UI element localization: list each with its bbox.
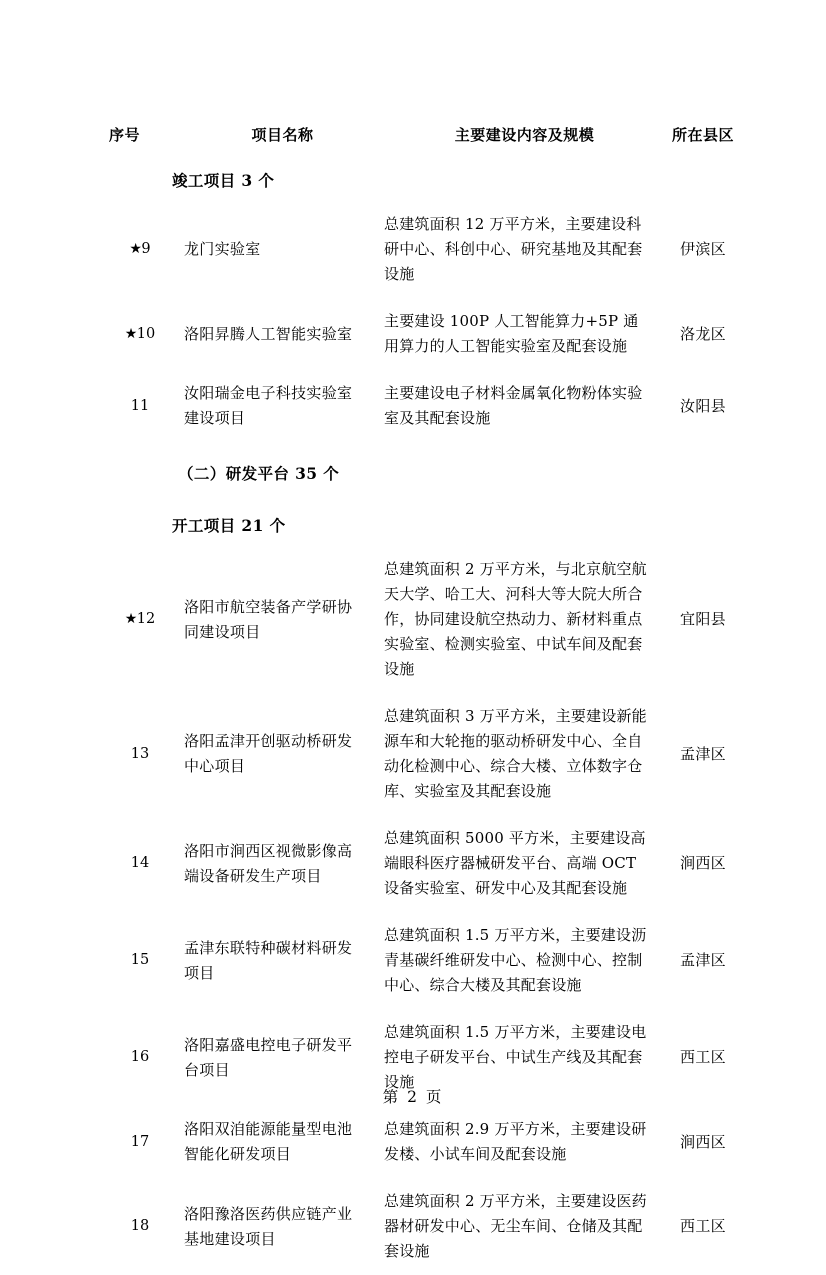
column-header-name: 项目名称 bbox=[251, 126, 314, 144]
table-header-row bbox=[100, 124, 740, 149]
section-heading-completed bbox=[100, 149, 740, 201]
row-content: 总建筑面积 2.9 万平方米，主要建设研发楼、小试车间及配套设施 bbox=[384, 1120, 647, 1163]
row-content: 总建筑面积 3 万平方米，主要建设新能源车和大轮拖的驱动桥研发中心、全自动化检测中心、综合大楼、立体数字仓库、实验室及其配套设施 bbox=[384, 707, 647, 800]
section-heading-category-two bbox=[100, 442, 740, 494]
row-project-name: 洛阳嘉盛电控电子研发平台项目 bbox=[184, 1035, 353, 1079]
table-row bbox=[100, 1178, 740, 1275]
row-content: 主要建设电子材料金属氧化物粉体实验室及其配套设施 bbox=[384, 384, 643, 427]
row-sequence bbox=[100, 298, 182, 370]
table-row bbox=[100, 298, 740, 370]
column-header-content: 主要建设内容及规模 bbox=[454, 126, 595, 144]
row-project-name: 洛阳市航空装备产学研协同建设项目 bbox=[184, 597, 353, 641]
section-heading-started bbox=[100, 494, 740, 546]
row-region: 宜阳县 bbox=[680, 610, 726, 628]
row-sequence-number: 10 bbox=[136, 325, 156, 342]
star-icon: ★ bbox=[124, 611, 137, 627]
row-region: 洛龙区 bbox=[680, 324, 726, 343]
table-row bbox=[100, 1106, 740, 1178]
section-heading-category-two-label: （二）研发平台 35 个 bbox=[178, 464, 340, 483]
row-project-name: 洛阳孟津开创驱动桥研发中心项目 bbox=[184, 732, 353, 775]
row-content: 总建筑面积 2 万平方米，与北京航空航天大学、哈工大、河科大等大院大所合作，协同建设航空热动力、新材料重点实验室、检测实验室、中试车间及配套设施 bbox=[384, 560, 647, 678]
row-sequence bbox=[100, 912, 182, 1009]
column-header-sequence: 序号 bbox=[109, 126, 141, 144]
table-row bbox=[100, 693, 740, 815]
section-heading-started-label: 开工项目 21 个 bbox=[172, 516, 286, 535]
row-project-name: 洛阳市涧西区视微影像高端设备研发生产项目 bbox=[184, 841, 353, 885]
row-sequence-number: 14 bbox=[130, 855, 150, 871]
row-project-name: 洛阳昇腾人工智能实验室 bbox=[184, 324, 353, 343]
row-sequence bbox=[100, 693, 182, 815]
row-sequence bbox=[100, 1106, 182, 1178]
page-footer: 第 2 页 bbox=[382, 1088, 444, 1106]
column-header-region: 所在县区 bbox=[671, 126, 734, 144]
row-sequence-number: 15 bbox=[130, 952, 150, 968]
row-project-name: 汝阳瑞金电子科技实验室建设项目 bbox=[184, 384, 353, 427]
row-sequence-number: 9 bbox=[141, 241, 151, 257]
row-region: 汝阳县 bbox=[680, 396, 726, 415]
row-sequence-number: 13 bbox=[130, 745, 150, 762]
row-project-name: 龙门实验室 bbox=[184, 240, 261, 258]
row-region: 涧西区 bbox=[680, 854, 726, 872]
table-row bbox=[100, 201, 740, 298]
table-row bbox=[100, 912, 740, 1009]
row-content: 总建筑面积 2 万平方米，主要建设医药器材研发中心、无尘车间、仓储及其配套设施 bbox=[384, 1192, 647, 1260]
row-project-name: 洛阳双洎能源能量型电池智能化研发项目 bbox=[184, 1120, 353, 1163]
row-region: 西工区 bbox=[680, 1048, 726, 1066]
table-row bbox=[100, 546, 740, 693]
row-region: 孟津区 bbox=[680, 744, 726, 763]
row-sequence-number: 16 bbox=[130, 1049, 150, 1065]
row-region: 西工区 bbox=[680, 1217, 726, 1235]
row-sequence bbox=[100, 201, 182, 298]
row-sequence-number: 11 bbox=[130, 397, 150, 414]
star-icon: ★ bbox=[129, 241, 142, 257]
row-content: 总建筑面积 12 万平方米，主要建设科研中心、科创中心、研究基地及其配套设施 bbox=[384, 215, 643, 283]
row-content: 总建筑面积 5000 平方米，主要建设高端眼科医疗器械研发平台、高端 OCT 设备实验室、研发中心及其配套设施 bbox=[384, 829, 646, 897]
row-region: 孟津区 bbox=[680, 951, 726, 969]
row-sequence-number: 17 bbox=[130, 1133, 150, 1150]
row-region: 涧西区 bbox=[680, 1132, 726, 1151]
row-sequence bbox=[100, 546, 182, 693]
row-sequence bbox=[100, 1178, 182, 1275]
row-project-name: 洛阳豫洛医药供应链产业基地建设项目 bbox=[184, 1204, 353, 1248]
table-row bbox=[100, 370, 740, 442]
row-sequence-number: 18 bbox=[130, 1218, 150, 1234]
row-project-name: 孟津东联特种碳材料研发项目 bbox=[184, 938, 353, 982]
section-heading-completed-label: 竣工项目 3 个 bbox=[172, 171, 275, 190]
row-sequence bbox=[100, 815, 182, 912]
row-content: 总建筑面积 1.5 万平方米，主要建设沥青基碳纤维研发中心、检测中心、控制中心、综合大楼及其配套设施 bbox=[384, 926, 647, 994]
row-content: 总建筑面积 1.5 万平方米，主要建设电控电子研发平台、中试生产线及其配套设施 bbox=[384, 1023, 647, 1091]
star-icon: ★ bbox=[124, 325, 137, 342]
table-row bbox=[100, 815, 740, 912]
row-sequence bbox=[100, 370, 182, 442]
row-sequence-number: 12 bbox=[136, 611, 156, 627]
row-content: 主要建设 100P 人工智能算力+5P 通用算力的人工智能实验室及配套设施 bbox=[384, 312, 639, 355]
row-region: 伊滨区 bbox=[680, 240, 726, 258]
